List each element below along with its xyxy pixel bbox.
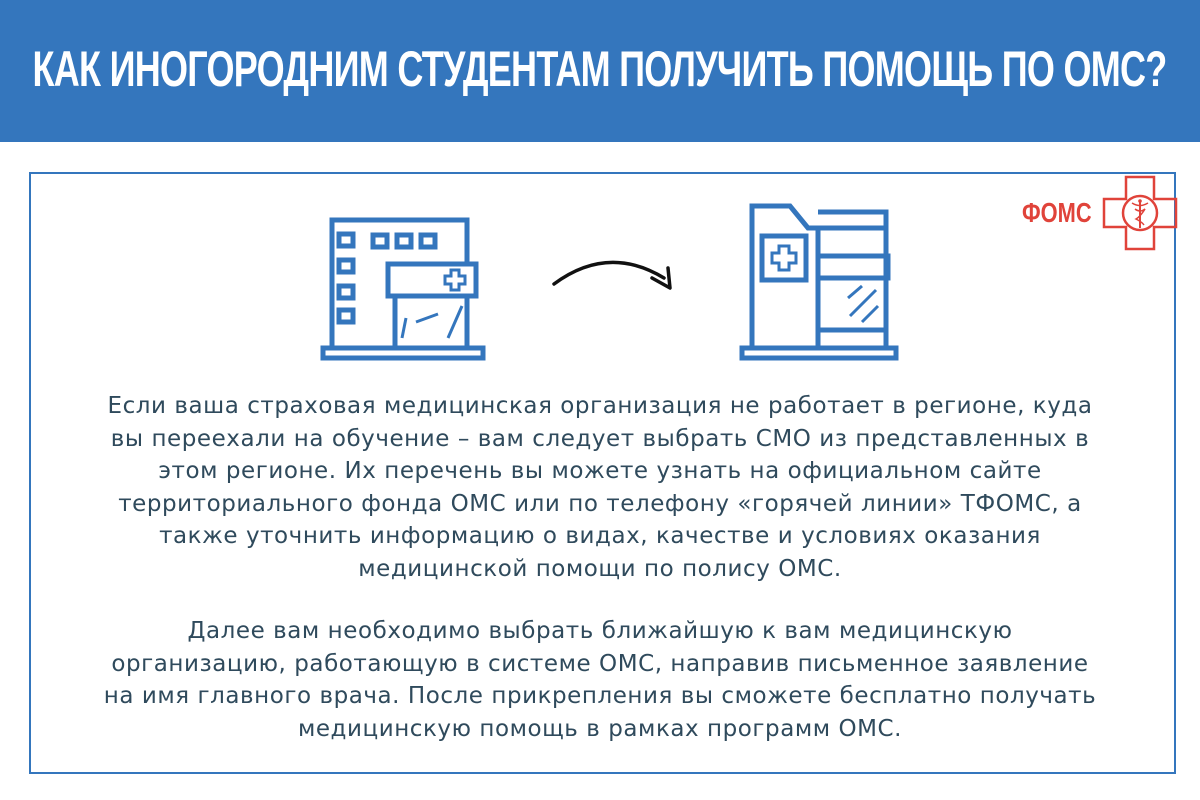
header-banner bbox=[0, 0, 1200, 142]
paragraph-line: на имя главного врача. После прикрепления вы сможете бесплатно получать bbox=[103, 683, 1097, 709]
logo-text: ФОМС bbox=[1022, 197, 1092, 228]
hospital-building-icon bbox=[738, 198, 902, 362]
paragraph-2 bbox=[60, 615, 1140, 745]
paragraph-line: также уточнить информацию о видах, качестве и условиях оказания bbox=[159, 523, 1041, 549]
page-title: КАК ИНОГОРОДНИМ СТУДЕНТАМ ПОЛУЧИТЬ ПОМОЩЬ ПО ОМС? bbox=[32, 41, 1168, 97]
paragraph-line: медицинской помощи по полису ОМС. bbox=[358, 555, 842, 582]
paragraph-line: Далее вам необходимо выбрать ближайшую к вам медицинскую bbox=[187, 618, 1013, 644]
paragraph-line: организацию, работающую в системе ОМС, направив письменное заявление bbox=[111, 650, 1089, 677]
paragraph-line: территориального фонда ОМС или по телефону «горячей линии» ТФОМС, а bbox=[118, 490, 1082, 517]
paragraph-line: Если ваша страховая медицинская организация не работает в регионе, куда bbox=[107, 393, 1093, 419]
paragraph-line: медицинскую помощь в рамках программ ОМС. bbox=[297, 715, 903, 742]
paragraph-line: вы переехали на обучение – вам следует выбрать СМО из представленных в bbox=[110, 425, 1090, 452]
paragraph-1 bbox=[60, 390, 1140, 585]
foms-logo bbox=[1010, 175, 1180, 253]
paragraph-line: этом регионе. Их перечень вы можете узнать на официальном сайте bbox=[158, 458, 1042, 484]
clinic-building-icon bbox=[320, 210, 490, 362]
curved-arrow-icon[interactable] bbox=[548, 250, 688, 300]
red-cross-caduceus-icon bbox=[1102, 175, 1178, 251]
